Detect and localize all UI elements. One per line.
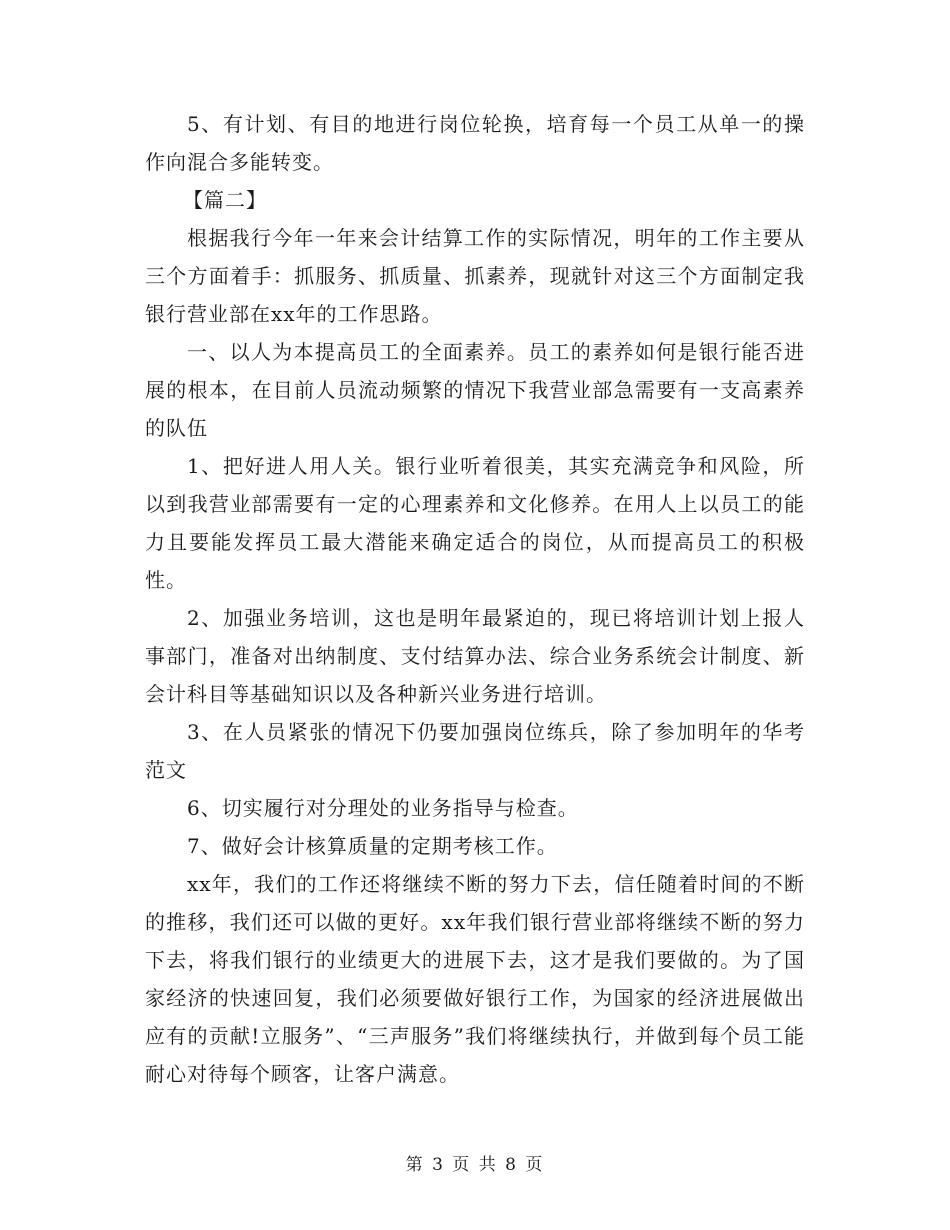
paragraph-closing: xx年，我们的工作还将继续不断的努力下去，信任随着时间的不断的推移，我们还可以做的更好。xx年我们银行营业部将继续不断的努力下去，将我们银行的业绩更大的进展下去，这才是我们要做的。为了国家经济的快速回复，我们必须要做好银行工作，为国家的经济进展做出应有的贡献!立服务”、“三声服务”我们将继续执行，并做到每个员工能耐心对待每个顾客，让客户满意。	[145, 872, 805, 1086]
section-heading: 【篇二】	[183, 188, 267, 212]
paragraph-sub-6: 6、切实履行对分理处的业务指导与检查。	[187, 796, 579, 820]
paragraph-sub-1: 1、把好进人用人关。银行业听着很美，其实充满竞争和风险，所以到我营业部需要有一定的心理素养和文化修养。在用人上以员工的能力且要能发挥员工最大潜能来确定适合的岗位，从而提高员工的积极性。	[145, 454, 805, 592]
paragraph-sub-3: 3、在人员紧张的情况下仍要加强岗位练兵，除了参加明年的华考范文	[145, 720, 805, 782]
paragraph-intro: 根据我行今年一年来会计结算工作的实际情况，明年的工作主要从三个方面着手：抓服务、抓质量、抓素养，现就针对这三个方面制定我银行营业部在xx年的工作思路。	[145, 226, 805, 326]
paragraph-item-5: 5、有计划、有目的地进行岗位轮换，培育每一个员工从单一的操作向混合多能转变。	[145, 112, 805, 174]
page-number-footer: 第 3 页 共 8 页	[405, 1155, 545, 1175]
document-body	[145, 105, 805, 1093]
paragraph-sub-7: 7、做好会计核算质量的定期考核工作。	[187, 834, 558, 858]
paragraph-point-1: 一、以人为本提高员工的全面素养。员工的素养如何是银行能否进展的根本，在目前人员流动频繁的情况下我营业部急需要有一支高素养的队伍	[145, 340, 805, 440]
paragraph-sub-2: 2、加强业务培训，这也是明年最紧迫的，现已将培训计划上报人事部门，准备对出纳制度、支付结算办法、综合业务系统会计制度、新会计科目等基础知识以及各种新兴业务进行培训。	[145, 606, 805, 706]
